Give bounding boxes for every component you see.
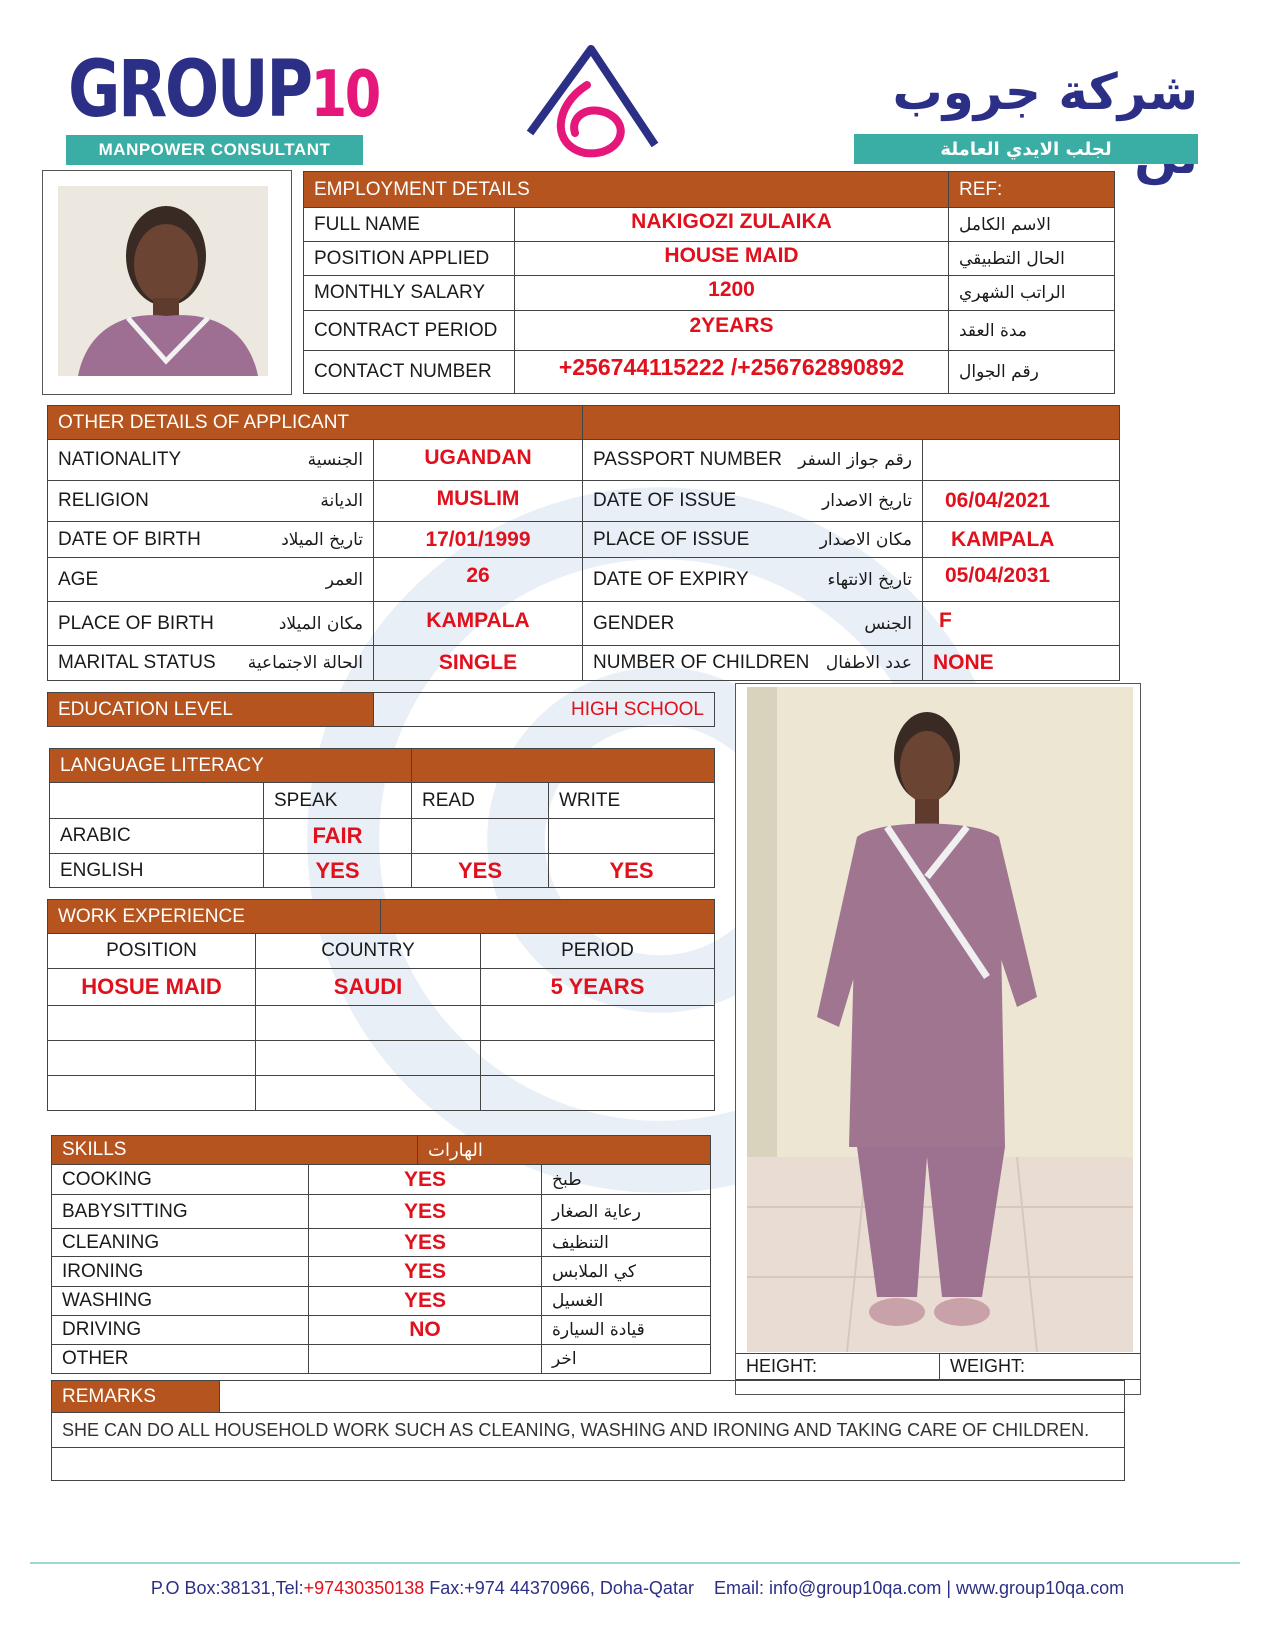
weight-label: WEIGHT: xyxy=(939,1353,1141,1380)
remarks-text: SHE CAN DO ALL HOUSEHOLD WORK SUCH AS CLEANING, WASHING AND IRONING AND TAKING CARE OF CHILDREN. xyxy=(51,1412,1125,1448)
arabic-company-name: شركة جروب xyxy=(892,63,1198,121)
full-name-label: FULL NAME xyxy=(303,207,515,242)
other-details-header-right xyxy=(582,405,1120,440)
religion-label: RELIGION xyxy=(58,490,149,511)
full-name-value: NAKIGOZI ZULAIKA xyxy=(514,207,949,242)
nationality-label-cell xyxy=(47,439,374,481)
skill-cooking-label: COOKING xyxy=(51,1164,309,1195)
date-of-issue-label: DATE OF ISSUE xyxy=(593,490,737,511)
skill-cleaning-label: CLEANING xyxy=(51,1228,309,1257)
nationality-label: NATIONALITY xyxy=(58,449,182,470)
full-body-photo-frame xyxy=(735,683,1141,1395)
full-body-photo xyxy=(747,687,1133,1352)
other-details-header: OTHER DETAILS OF APPLICANT xyxy=(47,405,583,440)
gender-arabic-label: الجنس xyxy=(864,613,912,634)
height-label: HEIGHT: xyxy=(736,1353,940,1380)
english-read-value: YES xyxy=(411,853,549,888)
skill-ironing-label: IRONING xyxy=(51,1256,309,1287)
work-empty-cell xyxy=(47,1075,256,1111)
age-label-cell xyxy=(47,557,374,602)
place-of-issue-label: PLACE OF ISSUE xyxy=(593,528,750,550)
language-literacy-header-right xyxy=(411,748,715,783)
language-literacy-header: LANGUAGE LITERACY xyxy=(49,748,412,783)
logo-number-text: 10 xyxy=(310,58,379,132)
arabic-read-value xyxy=(411,818,549,854)
skill-driving-value: NO xyxy=(308,1315,542,1345)
skill-other-value xyxy=(308,1344,542,1374)
place-of-issue-arabic-label: مكان الاصدار xyxy=(819,529,912,550)
date-of-expiry-label-cell xyxy=(582,557,923,602)
skill-other-label: OTHER xyxy=(51,1344,309,1374)
work-empty-cell xyxy=(47,1005,256,1041)
date-of-expiry-label: DATE OF EXPIRY xyxy=(593,568,749,590)
skill-cleaning-value: YES xyxy=(308,1228,542,1257)
work-empty-cell xyxy=(255,1040,481,1076)
company-logo-arabic xyxy=(850,60,1198,168)
speak-column-header: SPEAK xyxy=(263,782,412,819)
work-empty-cell xyxy=(255,1005,481,1041)
education-level-value: HIGH SCHOOL xyxy=(373,692,715,727)
passport-number-label-cell xyxy=(582,439,923,481)
remarks-header-blank xyxy=(219,1380,1125,1413)
skill-washing-value: YES xyxy=(308,1286,542,1316)
gender-label: GENDER xyxy=(593,612,675,634)
contact-number-arabic-label: رقم الجوال xyxy=(948,350,1115,394)
skill-cooking-value: YES xyxy=(308,1164,542,1195)
portrait-photo-frame xyxy=(42,170,292,395)
marital-status-arabic-label: الحالة الاجتماعية xyxy=(247,653,363,673)
date-of-birth-value: 17/01/1999 xyxy=(373,521,583,558)
place-of-birth-label: PLACE OF BIRTH xyxy=(58,612,214,634)
position-applied-arabic-label: الحال التطبيقي xyxy=(948,241,1115,276)
footer-fax: Fax:+974 44370966, Doha-Qatar xyxy=(424,1578,694,1598)
company-logo-english xyxy=(68,45,379,164)
gender-label-cell xyxy=(582,601,923,646)
nationality-arabic-label: الجنسية xyxy=(307,450,363,470)
skill-babysitting-arabic: رعاية الصغار xyxy=(541,1194,711,1229)
number-of-children-label-cell xyxy=(582,645,923,681)
contract-period-label: CONTRACT PERIOD xyxy=(303,310,515,351)
footer-telephone: +97430350138 xyxy=(303,1578,425,1598)
number-of-children-arabic-label: عدد الاطفال xyxy=(825,653,912,673)
number-of-children-label: NUMBER OF CHILDREN xyxy=(593,652,810,673)
monthly-salary-value: 1200 xyxy=(514,275,949,311)
english-speak-value: YES xyxy=(263,853,412,888)
work-country-value: SAUDI xyxy=(255,968,481,1006)
contact-number-value: +256744115222 /+256762890892 xyxy=(514,350,949,394)
work-period-value: 5 YEARS xyxy=(480,968,715,1006)
footer-contact xyxy=(0,1578,1275,1599)
center-emblem-icon xyxy=(525,45,660,160)
place-of-issue-label-cell xyxy=(582,521,923,558)
work-empty-cell xyxy=(255,1075,481,1111)
age-label: AGE xyxy=(58,568,99,590)
monthly-salary-label: MONTHLY SALARY xyxy=(303,275,515,311)
read-column-header: READ xyxy=(411,782,549,819)
ref-label: REF: xyxy=(948,171,1115,208)
religion-value: MUSLIM xyxy=(373,480,583,522)
footer-address: P.O Box:38131,Tel: xyxy=(150,1578,304,1598)
skills-header: SKILLS xyxy=(51,1135,418,1165)
remarks-header: REMARKS xyxy=(51,1380,220,1413)
passport-number-value xyxy=(922,439,1120,481)
employment-details-header: EMPLOYMENT DETAILS xyxy=(303,171,949,208)
contact-number-label: CONTACT NUMBER xyxy=(303,350,515,394)
arabic-company-subtitle: لجلب الايدي العاملة xyxy=(854,134,1198,164)
marital-status-label: MARITAL STATUS xyxy=(58,652,216,673)
skill-driving-label: DRIVING xyxy=(51,1315,309,1345)
marital-status-value: SINGLE xyxy=(373,645,583,681)
skill-washing-arabic: الغسيل xyxy=(541,1286,711,1316)
date-of-expiry-value: 05/04/2031 xyxy=(922,557,1120,602)
contract-period-arabic-label: مدة العقد xyxy=(948,310,1115,351)
monthly-salary-arabic-label: الراتب الشهري xyxy=(948,275,1115,311)
work-empty-cell xyxy=(480,1075,715,1111)
date-of-birth-label: DATE OF BIRTH xyxy=(58,528,201,550)
passport-number-label: PASSPORT NUMBER xyxy=(593,449,782,470)
religion-label-cell xyxy=(47,480,374,522)
gender-value: F xyxy=(922,601,1120,646)
write-column-header: WRITE xyxy=(548,782,715,819)
education-level-label: EDUCATION LEVEL xyxy=(47,692,374,727)
skill-babysitting-value: YES xyxy=(308,1194,542,1229)
skill-washing-label: WASHING xyxy=(51,1286,309,1316)
religion-arabic-label: الديانة xyxy=(320,491,363,511)
date-of-birth-label-cell xyxy=(47,521,374,558)
full-name-arabic-label: الاسم الكامل xyxy=(948,207,1115,242)
place-of-birth-label-cell xyxy=(47,601,374,646)
place-of-issue-value: KAMPALA xyxy=(922,521,1120,558)
place-of-birth-value: KAMPALA xyxy=(373,601,583,646)
language-arabic-label: ARABIC xyxy=(49,818,264,854)
arabic-speak-value: FAIR xyxy=(263,818,412,854)
skill-driving-arabic: قيادة السيارة xyxy=(541,1315,711,1345)
english-write-value: YES xyxy=(548,853,715,888)
date-of-birth-arabic-label: تاريخ الميلاد xyxy=(281,529,363,550)
skill-cooking-arabic: طبخ xyxy=(541,1164,711,1195)
arabic-write-value xyxy=(548,818,715,854)
nationality-value: UGANDAN xyxy=(373,439,583,481)
work-experience-header-right xyxy=(380,899,715,934)
work-position-value: HOSUE MAID xyxy=(47,968,256,1006)
logo-main-text: GROUP xyxy=(68,45,311,135)
position-applied-value: HOUSE MAID xyxy=(514,241,949,276)
date-of-issue-arabic-label: تاريخ الاصدار xyxy=(822,491,912,511)
footer-divider xyxy=(30,1562,1240,1564)
logo-subtitle: MANPOWER CONSULTANT xyxy=(66,135,363,165)
marital-status-label-cell xyxy=(47,645,374,681)
skill-ironing-value: YES xyxy=(308,1256,542,1287)
work-country-column-header: COUNTRY xyxy=(255,933,481,969)
skill-ironing-arabic: كي الملابس xyxy=(541,1256,711,1287)
skill-babysitting-label: BABYSITTING xyxy=(51,1194,309,1229)
contract-period-value: 2YEARS xyxy=(514,310,949,351)
work-empty-cell xyxy=(47,1040,256,1076)
portrait-photo xyxy=(58,186,268,376)
work-empty-cell xyxy=(480,1005,715,1041)
place-of-birth-arabic-label: مكان الميلاد xyxy=(278,613,363,634)
language-english-label: ENGLISH xyxy=(49,853,264,888)
date-of-issue-label-cell xyxy=(582,480,923,522)
work-position-column-header: POSITION xyxy=(47,933,256,969)
skills-header-arabic: الهارات xyxy=(417,1135,711,1165)
skill-cleaning-arabic: التنظيف xyxy=(541,1228,711,1257)
remarks-empty-row xyxy=(51,1447,1125,1481)
date-of-issue-value: 06/04/2021 xyxy=(922,480,1120,522)
skill-other-arabic: اخر xyxy=(541,1344,711,1374)
date-of-expiry-arabic-label: تاريخ الانتهاء xyxy=(827,569,912,590)
position-applied-label: POSITION APPLIED xyxy=(303,241,515,276)
footer-email-website: Email: info@group10qa.com | www.group10qa.com xyxy=(713,1578,1125,1598)
age-value: 26 xyxy=(373,557,583,602)
age-arabic-label: العمر xyxy=(325,569,363,590)
number-of-children-value: NONE xyxy=(922,645,1120,681)
language-column-blank xyxy=(49,782,264,819)
work-period-column-header: PERIOD xyxy=(480,933,715,969)
work-experience-header: WORK EXPERIENCE xyxy=(47,899,381,934)
passport-number-arabic-label: رقم جواز السفر xyxy=(798,450,912,470)
work-empty-cell xyxy=(480,1040,715,1076)
